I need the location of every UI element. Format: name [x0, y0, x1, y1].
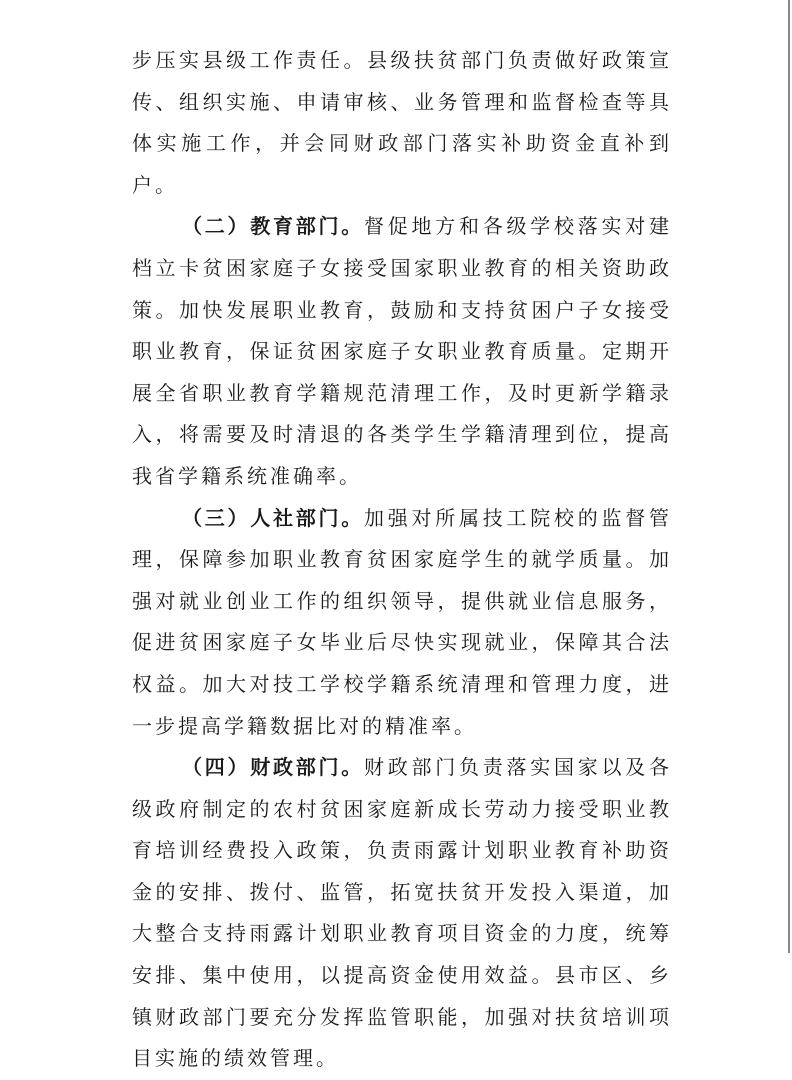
paragraph-county-duties	[132, 40, 672, 206]
paragraph-text: 财政部门负责落实国家以及各级政府制定的农村贫困家庭新成长劳动力接受职业教育培训经费投入政策，负责雨露计划职业教育补助资金的安排、拨付、监管，拓宽扶贫开发投入渠道，加大整合支持雨露计划职业教育项目资金的力度，统筹安排、集中使用，以提高资金使用效益。县市区、乡镇财政部门要充分发挥监管职能，加强对扶贫培训项目实施的绩效管理。	[132, 755, 672, 1071]
section-heading-hr-social-security: （三）人社部门。	[182, 505, 364, 530]
section-heading-education: （二）教育部门。	[182, 214, 364, 239]
paragraph-education-department	[132, 206, 672, 497]
paragraph-text: 加强对所属技工院校的监督管理，保障参加职业教育贫困家庭学生的就学质量。加强对就业创业工作的组织领导，提供就业信息服务，促进贫困家庭子女毕业后尽快实现就业，保障其合法权益。加大对技工学校学籍系统清理和管理力度，进一步提高学籍数据比对的精准率。	[132, 505, 672, 738]
paragraph-finance-department	[132, 747, 672, 1080]
paragraph-text: 步压实县级工作责任。县级扶贫部门负责做好政策宣传、组织实施、申请审核、业务管理和监督检查等具体实施工作，并会同财政部门落实补助资金直补到户。	[132, 48, 672, 197]
paragraph-hr-social-security-department	[132, 498, 672, 748]
document-body	[132, 40, 672, 1080]
paragraph-text: 督促地方和各级学校落实对建档立卡贫困家庭子女接受国家职业教育的相关资助政策。加快发展职业教育，鼓励和支持贫困户子女接受职业教育，保证贫困家庭子女职业教育质量。定期开展全省职业教育学籍规范清理工作，及时更新学籍录入，将需要及时清退的各类学生学籍清理到位，提高我省学籍系统准确率。	[132, 214, 672, 488]
section-heading-finance: （四）财政部门。	[182, 755, 364, 780]
